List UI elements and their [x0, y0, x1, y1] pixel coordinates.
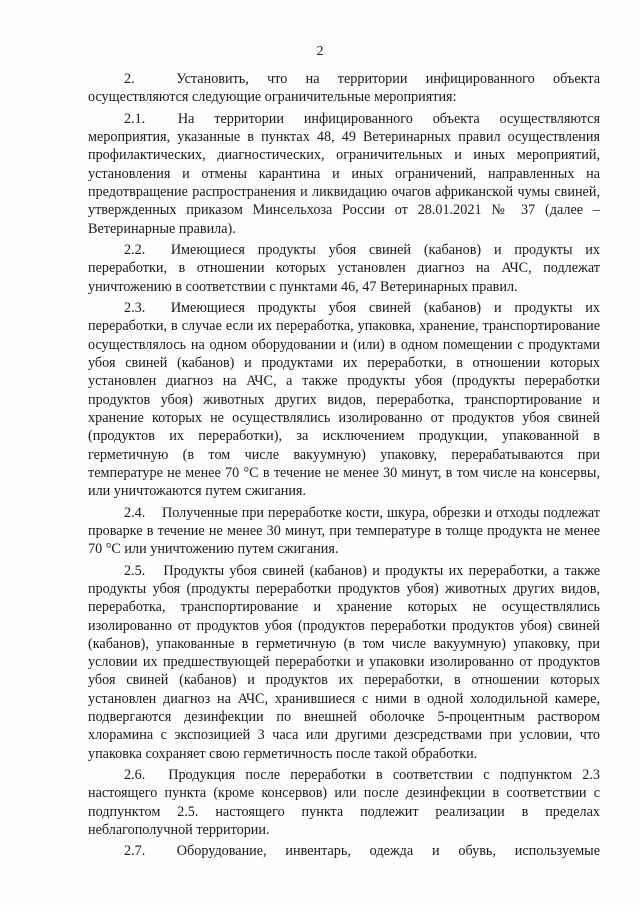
paragraph-text: Продукция после переработки в соответствии с подпунктом 2.3 настоящего пункта (кроме консервов) или после дезинфекции в соответствии с подпунктом 2.5. настоящего пункта подлежит реализации в пределах неблагополучной территории. — [88, 767, 601, 838]
paragraph-2-2 — [88, 241, 600, 296]
paragraph-2 — [88, 70, 600, 107]
paragraph-number: 2.2. — [124, 242, 146, 259]
paragraph-2-7 — [88, 842, 600, 860]
paragraph-text: Продукты убоя свиней (кабанов) и продукты их переработки, а также продукты убоя (продукты переработки продуктов убоя) животных других видов, переработка, транспортирование и хранение которых не осуществлялись изолированно от продуктов убоя (продуктов переработки продуктов убоя) свиней (кабанов), упакованные в герметичную (в том числе вакуумную) упаковку, при условии их предшествующей переработки и упаковки изолированно от продуктов убоя свиней (кабанов) и продуктов их переработки, в отношении которых установлен диагноз на АЧС, хранившиеся с ними в одной холодильной камере, подвергаются дезинфекции по внешней оболочке 5-процентным раствором хлорамина с экспозицией 3 часа или другими дезсредствами при условии, что упаковка сохраняет свою герметичность после такой обработки. — [88, 562, 600, 762]
paragraph-number: 2.4. — [124, 504, 146, 521]
paragraph-number: 2.6. — [124, 767, 146, 784]
paragraph-2-6 — [88, 766, 600, 839]
paragraph-text: Полученные при переработке кости, шкура, обрезки и отходы подлежат проварке в течение не менее 30 минут, при температуре в толще продукта не менее 70 °С или уничтожению путем сжигания. — [88, 504, 601, 558]
paragraph-number: 2.7. — [124, 843, 146, 860]
paragraph-number: 2.3. — [124, 300, 146, 317]
paragraph-2-3 — [88, 299, 600, 500]
page-number: 2 — [316, 44, 324, 59]
paragraph-text: Имеющиеся продукты убоя свиней (кабанов) и продукты их переработки, в отношении которых установлен диагноз на АЧС, подлежат уничтожению в соответствии с пунктами 46, 47 Ветеринарных правил. — [88, 242, 600, 295]
paragraph-text: Установить, что на территории инфицированного объекта осуществляются следующие ограничительные мероприятия: — [88, 71, 600, 106]
paragraph-number: 2.5. — [124, 562, 146, 579]
paragraph-2-1 — [88, 110, 600, 238]
paragraph-2-4 — [88, 504, 600, 559]
paragraph-number: 2. — [124, 71, 135, 87]
paragraph-text: Имеющиеся продукты убоя свиней (кабанов) и продукты их переработки, в случае если их переработка, упаковка, хранение, транспортирование осуществлялось на одном оборудовании и (или) в одном помещении с продуктами убоя свиней (кабанов) и продуктами их переработки, в отношении которых установлен диагноз на АЧС, а также продукты убоя (продукты переработки продуктов убоя) животных других видов, переработка, транспортирование и хранение которых не осуществлялись изолированно от продуктов убоя свиней (продуктов их переработки), за исключением продукции, упакованной в герметичную (в том числе вакуумную) упаковку, перерабатываются при температуре не менее 70 °С в течение не менее 30 минут, в том числе на консервы, или уничтожаются путем сжигания. — [88, 300, 600, 500]
paragraph-number: 2.1. — [124, 110, 146, 127]
paragraph-2-5 — [88, 562, 600, 763]
paragraph-text: На территории инфицированного объекта осуществляются мероприятия, указанные в пунктах 48, 49 Ветеринарных правил осуществления профилактических, диагностических, ограничительных и иных мероприятий, установления и отмены карантина и иных ограничений, направленных на предотвращение распространения и ликвидацию очагов африканской чумы свиней, утвержденных приказом Минсельхоза России от 28.01.2021 № 37 (далее – Ветеринарные правила). — [88, 110, 600, 237]
document-body — [88, 70, 600, 861]
paragraph-text: Оборудование, инвентарь, одежда и обувь, используемые — [176, 843, 601, 860]
